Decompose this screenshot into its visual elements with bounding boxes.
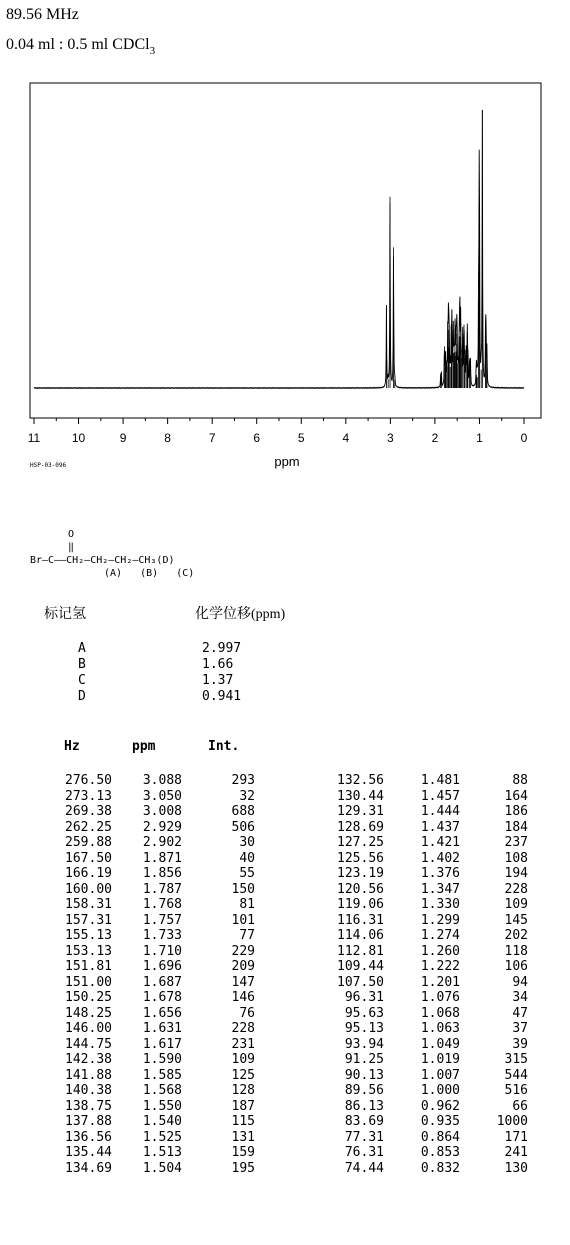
structure-line3: Br—C——CH₂—CH₂—CH₂—CH₃(D) xyxy=(30,555,175,566)
table-cell-int: 130 xyxy=(504,1160,528,1176)
table-cell-int: 37 xyxy=(512,1021,528,1036)
sample-label-subscript: 3 xyxy=(149,45,156,57)
label-column-header: 标记氢 xyxy=(44,607,86,622)
x-tick-label: 6 xyxy=(253,431,261,445)
table-cell-ppm: 1.550 xyxy=(142,1098,182,1114)
table-cell-hz: 77.31 xyxy=(344,1129,384,1145)
table-cell-ppm: 1.871 xyxy=(142,850,182,866)
shift-column-header: 化学位移(ppm) xyxy=(195,607,286,622)
table-cell-int: 194 xyxy=(504,866,528,881)
structure-line1: O xyxy=(68,529,75,540)
assignment-label: D xyxy=(78,689,86,704)
table-cell-int: 109 xyxy=(231,1052,255,1067)
table-cell-int: 516 xyxy=(504,1083,528,1098)
table-header-int: Int. xyxy=(208,739,240,754)
table-cell-hz: 91.25 xyxy=(344,1052,384,1067)
table-cell-hz: 146.00 xyxy=(65,1021,112,1036)
table-cell-ppm: 1.525 xyxy=(142,1129,182,1145)
table-cell-hz: 259.88 xyxy=(65,835,112,850)
table-cell-hz: 83.69 xyxy=(344,1114,384,1129)
x-tick-label: 1 xyxy=(476,431,483,445)
table-cell-ppm: 2.902 xyxy=(142,835,182,850)
table-cell-hz: 273.13 xyxy=(65,788,112,804)
table-cell-int: 81 xyxy=(239,897,255,912)
table-cell-int: 186 xyxy=(504,804,528,819)
table-cell-ppm: 1.201 xyxy=(420,974,460,990)
table-cell-hz: 119.06 xyxy=(337,897,384,912)
x-tick-label: 0 xyxy=(520,431,528,445)
table-cell-hz: 160.00 xyxy=(65,881,112,897)
table-cell-int: 30 xyxy=(239,835,255,850)
left-ppm-column xyxy=(120,773,182,1176)
table-cell-hz: 89.56 xyxy=(344,1083,384,1098)
molecule-structure xyxy=(30,528,194,580)
table-cell-int: 229 xyxy=(231,943,255,959)
table-cell-int: 131 xyxy=(231,1129,255,1145)
table-cell-int: 171 xyxy=(504,1129,528,1145)
sample-label xyxy=(6,36,155,57)
table-cell-int: 146 xyxy=(231,990,255,1005)
table-cell-ppm: 1.757 xyxy=(142,912,182,928)
table-cell-int: 118 xyxy=(504,943,528,959)
table-cell-hz: 132.56 xyxy=(337,773,384,788)
table-cell-ppm: 1.402 xyxy=(420,850,460,866)
table-cell-hz: 150.25 xyxy=(65,990,112,1005)
table-cell-int: 115 xyxy=(231,1114,255,1129)
table-cell-hz: 155.13 xyxy=(65,928,112,943)
catalog-id: HSP-03-096 xyxy=(30,462,67,469)
table-cell-int: 66 xyxy=(512,1098,528,1114)
table-cell-hz: 148.25 xyxy=(65,1005,112,1021)
table-cell-ppm: 1.068 xyxy=(420,1005,460,1021)
table-cell-int: 164 xyxy=(504,788,528,804)
table-cell-int: 40 xyxy=(239,850,255,866)
assignment-label: B xyxy=(78,657,86,672)
table-cell-int: 506 xyxy=(231,819,255,835)
table-cell-int: 101 xyxy=(231,912,255,928)
table-cell-hz: 86.13 xyxy=(344,1098,384,1114)
table-cell-int: 150 xyxy=(231,881,255,897)
table-cell-int: 209 xyxy=(231,959,255,974)
table-cell-ppm: 1.444 xyxy=(420,804,460,819)
assignment-shift: 2.997 xyxy=(202,641,242,656)
table-cell-int: 159 xyxy=(231,1145,255,1160)
assignment-shifts xyxy=(202,641,241,705)
table-cell-int: 228 xyxy=(231,1021,255,1036)
table-cell-hz: 90.13 xyxy=(344,1067,384,1083)
frequency-label: 89.56 MHz xyxy=(6,6,79,23)
table-cell-ppm: 1.513 xyxy=(142,1145,182,1160)
spectrum-line xyxy=(34,110,524,388)
table-cell-int: 544 xyxy=(504,1067,528,1083)
table-cell-ppm: 1.590 xyxy=(142,1052,182,1067)
table-cell-int: 145 xyxy=(504,912,528,928)
table-cell-ppm: 1.768 xyxy=(142,897,182,912)
table-cell-int: 39 xyxy=(512,1036,528,1052)
table-cell-int: 32 xyxy=(239,788,255,804)
table-cell-ppm: 1.656 xyxy=(142,1005,182,1021)
table-cell-ppm: 0.864 xyxy=(420,1129,460,1145)
table-cell-hz: 120.56 xyxy=(337,881,384,897)
table-cell-ppm: 0.962 xyxy=(420,1098,460,1114)
table-cell-ppm: 0.935 xyxy=(420,1114,460,1129)
table-cell-hz: 157.31 xyxy=(65,912,112,928)
table-cell-ppm: 1.540 xyxy=(142,1114,182,1129)
table-cell-ppm: 1.000 xyxy=(420,1083,460,1098)
table-cell-hz: 137.88 xyxy=(65,1114,112,1129)
structure-line4: (A) (B) (C) xyxy=(104,568,195,579)
table-cell-ppm: 1.696 xyxy=(142,959,182,974)
table-cell-ppm: 1.856 xyxy=(142,866,182,881)
table-cell-hz: 123.19 xyxy=(337,866,384,881)
table-cell-hz: 107.50 xyxy=(337,974,384,990)
table-cell-hz: 151.81 xyxy=(65,959,112,974)
table-cell-int: 108 xyxy=(504,850,528,866)
table-cell-ppm: 1.076 xyxy=(420,990,460,1005)
table-cell-int: 125 xyxy=(231,1067,255,1083)
table-cell-ppm: 1.631 xyxy=(142,1021,182,1036)
table-cell-ppm: 1.049 xyxy=(420,1036,460,1052)
table-cell-int: 147 xyxy=(231,974,255,990)
peak-markers xyxy=(386,110,486,388)
x-tick-label: 4 xyxy=(342,431,350,445)
table-cell-int: 184 xyxy=(504,819,528,835)
table-header-ppm: ppm xyxy=(132,739,156,754)
table-cell-int: 88 xyxy=(512,773,528,788)
table-cell-int: 47 xyxy=(512,1005,528,1021)
assignment-label: A xyxy=(78,641,86,656)
table-cell-ppm: 0.832 xyxy=(420,1160,460,1176)
table-cell-hz: 141.88 xyxy=(65,1067,112,1083)
table-cell-hz: 127.25 xyxy=(337,835,384,850)
table-cell-hz: 144.75 xyxy=(65,1036,112,1052)
table-cell-int: 231 xyxy=(231,1036,255,1052)
table-cell-hz: 95.13 xyxy=(344,1021,384,1036)
table-header-hz: Hz xyxy=(64,739,80,754)
table-cell-ppm: 1.222 xyxy=(420,959,460,974)
assignment-label: C xyxy=(78,673,86,688)
table-cell-ppm: 2.929 xyxy=(142,819,182,835)
table-cell-ppm: 1.437 xyxy=(420,819,460,835)
table-cell-int: 202 xyxy=(504,928,528,943)
table-cell-ppm: 1.421 xyxy=(420,835,460,850)
table-cell-hz: 142.38 xyxy=(65,1052,112,1067)
nmr-spectrum-chart xyxy=(0,75,570,475)
table-cell-int: 109 xyxy=(504,897,528,912)
table-cell-int: 688 xyxy=(231,804,255,819)
table-cell-int: 128 xyxy=(231,1083,255,1098)
table-cell-hz: 93.94 xyxy=(344,1036,384,1052)
table-cell-ppm: 1.347 xyxy=(420,881,460,897)
table-cell-int: 241 xyxy=(504,1145,528,1160)
table-cell-hz: 136.56 xyxy=(65,1129,112,1145)
x-tick-label: 9 xyxy=(119,431,127,445)
x-tick-label: 10 xyxy=(71,431,86,445)
table-cell-ppm: 1.504 xyxy=(142,1160,182,1176)
right-int-column xyxy=(470,773,528,1176)
table-cell-ppm: 1.260 xyxy=(420,943,460,959)
table-cell-ppm: 1.063 xyxy=(420,1021,460,1036)
table-cell-hz: 135.44 xyxy=(65,1145,112,1160)
table-cell-hz: 151.00 xyxy=(65,974,112,990)
table-cell-hz: 128.69 xyxy=(337,819,384,835)
table-cell-hz: 153.13 xyxy=(65,943,112,959)
table-cell-ppm: 1.376 xyxy=(420,866,460,881)
table-cell-ppm: 1.457 xyxy=(420,788,460,804)
x-tick-label: 7 xyxy=(208,431,216,445)
table-cell-int: 1000 xyxy=(496,1114,528,1129)
table-cell-ppm: 1.019 xyxy=(420,1052,460,1067)
table-cell-int: 76 xyxy=(239,1005,255,1021)
right-ppm-column xyxy=(398,773,460,1176)
table-cell-hz: 166.19 xyxy=(65,866,112,881)
left-int-column xyxy=(205,773,255,1176)
table-cell-ppm: 1.299 xyxy=(420,912,460,928)
table-cell-ppm: 1.330 xyxy=(420,897,460,912)
table-cell-ppm: 3.008 xyxy=(142,804,182,819)
assignment-shift: 1.37 xyxy=(202,673,234,688)
table-cell-hz: 138.75 xyxy=(65,1098,112,1114)
table-cell-hz: 158.31 xyxy=(65,897,112,912)
table-cell-hz: 114.06 xyxy=(337,928,384,943)
table-cell-ppm: 1.617 xyxy=(142,1036,182,1052)
assignment-shift: 1.66 xyxy=(202,657,234,672)
assignment-labels xyxy=(78,641,86,705)
table-cell-hz: 112.81 xyxy=(337,943,384,959)
table-cell-ppm: 1.733 xyxy=(142,928,182,943)
x-tick-label: 5 xyxy=(297,431,305,445)
table-cell-hz: 74.44 xyxy=(344,1160,384,1176)
table-cell-hz: 130.44 xyxy=(337,788,384,804)
table-cell-ppm: 1.585 xyxy=(142,1067,182,1083)
x-tick-label: 2 xyxy=(431,431,439,445)
table-cell-int: 55 xyxy=(239,866,255,881)
x-axis-ticks xyxy=(34,418,524,424)
table-cell-ppm: 3.050 xyxy=(142,788,182,804)
table-cell-int: 106 xyxy=(504,959,528,974)
table-cell-ppm: 0.853 xyxy=(420,1145,460,1160)
table-cell-hz: 140.38 xyxy=(65,1083,112,1098)
table-cell-hz: 116.31 xyxy=(337,912,384,928)
table-cell-ppm: 1.710 xyxy=(142,943,182,959)
table-cell-hz: 167.50 xyxy=(65,850,112,866)
x-axis-label: ppm xyxy=(274,454,300,469)
table-cell-ppm: 3.088 xyxy=(142,773,182,788)
left-hz-column xyxy=(40,773,112,1176)
table-cell-hz: 125.56 xyxy=(337,850,384,866)
table-cell-int: 228 xyxy=(504,881,528,897)
table-cell-int: 94 xyxy=(512,974,528,990)
table-cell-ppm: 1.481 xyxy=(420,773,460,788)
x-tick-label: 8 xyxy=(164,431,171,445)
table-cell-ppm: 1.568 xyxy=(142,1083,182,1098)
table-cell-hz: 95.63 xyxy=(344,1005,384,1021)
structure-line2: ‖ xyxy=(68,542,75,553)
table-cell-int: 237 xyxy=(504,835,528,850)
table-cell-hz: 96.31 xyxy=(344,990,384,1005)
table-cell-ppm: 1.787 xyxy=(142,881,182,897)
table-cell-hz: 129.31 xyxy=(337,804,384,819)
x-tick-label: 11 xyxy=(27,431,41,445)
table-cell-ppm: 1.678 xyxy=(142,990,182,1005)
x-axis-tick-labels xyxy=(28,431,528,445)
table-cell-hz: 276.50 xyxy=(65,773,112,788)
table-cell-ppm: 1.007 xyxy=(420,1067,460,1083)
assignment-shift: 0.941 xyxy=(202,689,242,704)
table-cell-hz: 262.25 xyxy=(65,819,112,835)
table-cell-hz: 269.38 xyxy=(65,804,112,819)
table-cell-int: 195 xyxy=(231,1160,255,1176)
table-cell-int: 187 xyxy=(231,1098,255,1114)
sample-label-text: 0.04 ml : 0.5 ml CDCl xyxy=(6,36,150,53)
table-cell-hz: 109.44 xyxy=(337,959,384,974)
table-cell-int: 34 xyxy=(512,990,528,1005)
x-tick-label: 3 xyxy=(387,431,394,445)
table-cell-int: 77 xyxy=(239,928,255,943)
table-cell-ppm: 1.274 xyxy=(420,928,460,943)
table-cell-hz: 76.31 xyxy=(344,1145,384,1160)
table-cell-ppm: 1.687 xyxy=(142,974,182,990)
right-hz-column xyxy=(312,773,384,1176)
table-cell-int: 293 xyxy=(231,773,255,788)
table-cell-hz: 134.69 xyxy=(65,1160,112,1176)
table-cell-int: 315 xyxy=(504,1052,528,1067)
